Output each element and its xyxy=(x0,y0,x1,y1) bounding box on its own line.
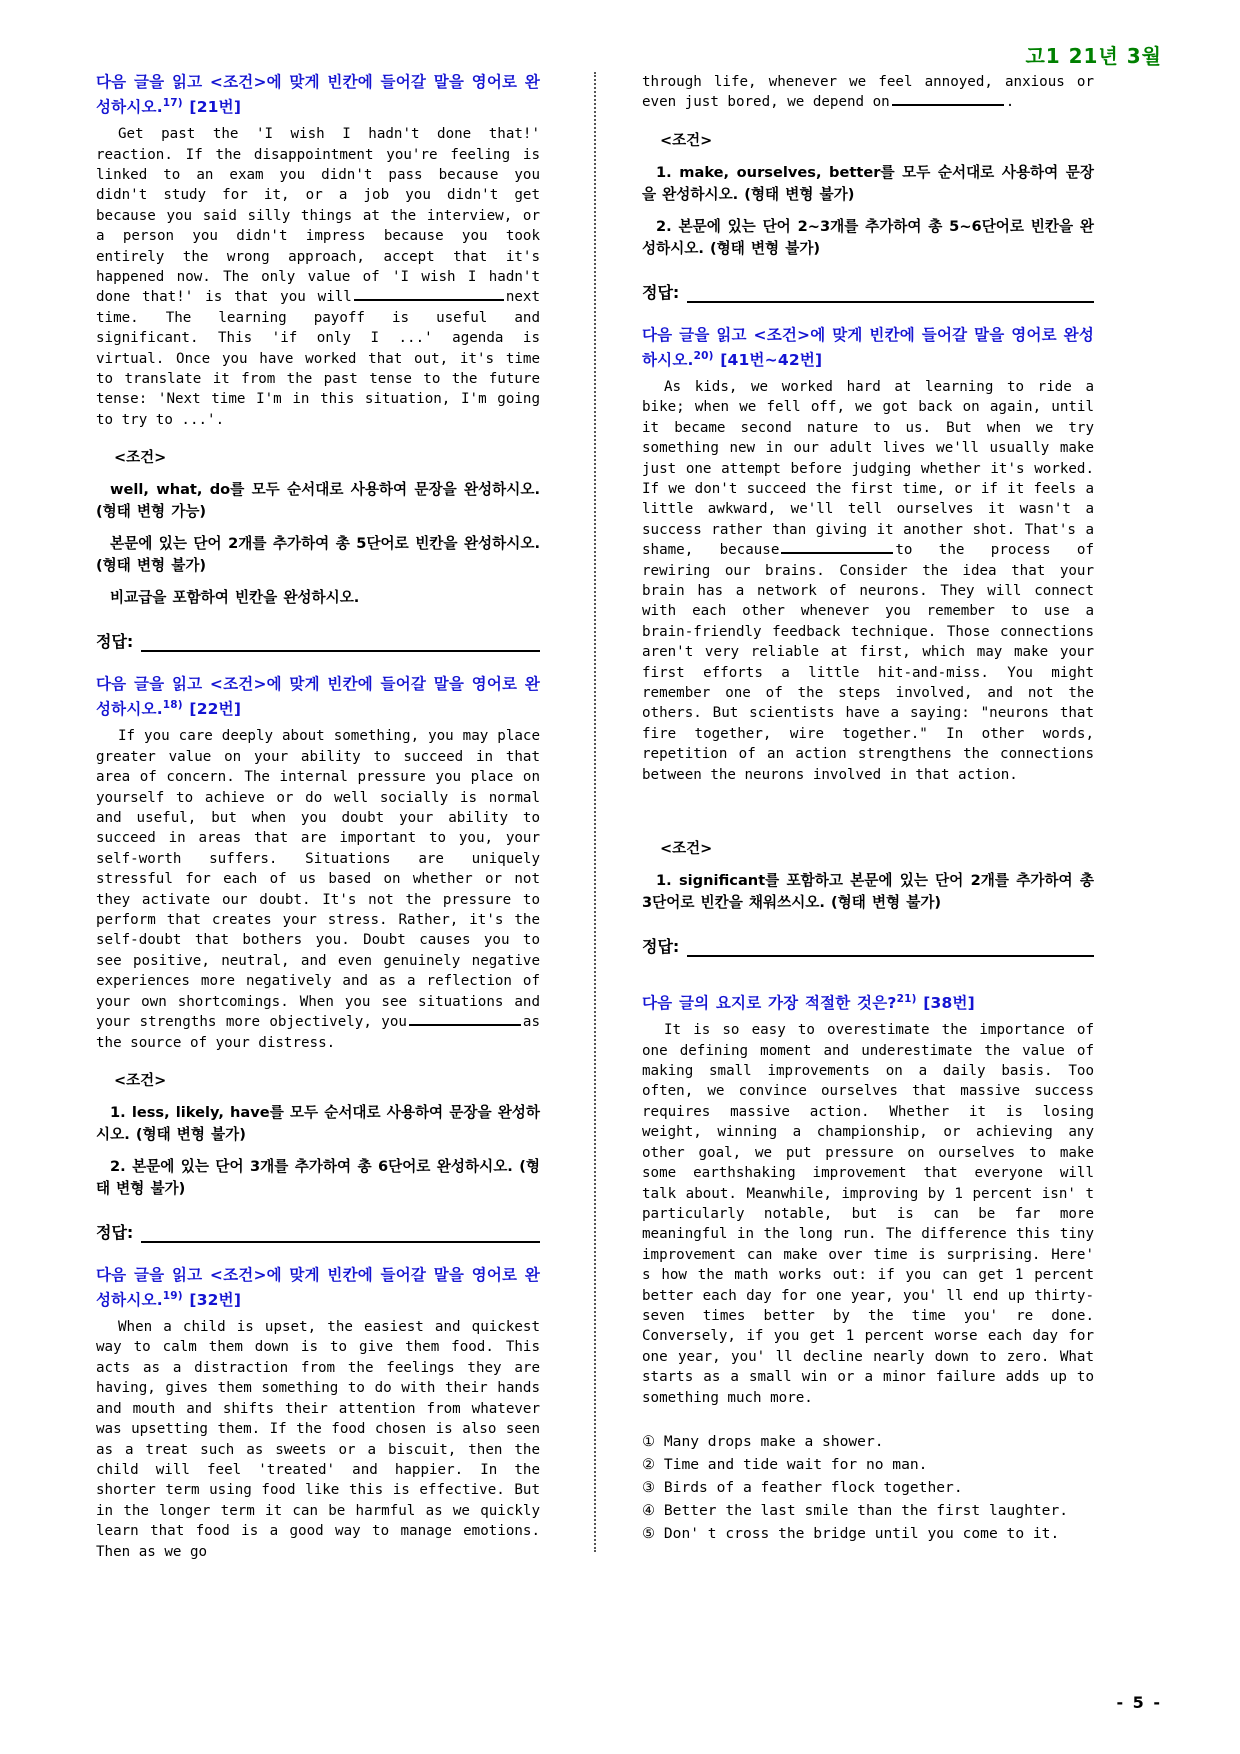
condition-17-2: 본문에 있는 단어 2개를 추가하여 총 5단어로 빈칸을 완성하시오. (형태 변형 불가) xyxy=(96,535,540,575)
answer-row-19 xyxy=(642,280,1094,303)
spacer xyxy=(642,801,1094,821)
column-divider xyxy=(594,72,596,1552)
passage-19-continued xyxy=(642,72,1094,113)
answer-row-18 xyxy=(96,1220,540,1243)
answer-write-line[interactable] xyxy=(687,944,1094,957)
two-column-body xyxy=(96,72,1144,1632)
question-heading-17 xyxy=(96,72,540,118)
question-heading-21 xyxy=(642,989,1094,1014)
spacer xyxy=(642,979,1094,989)
condition-label-17: <조건> xyxy=(114,450,167,467)
answer-blank xyxy=(354,288,504,301)
choice-option[interactable]: ② Time and tide wait for no man. xyxy=(642,1455,928,1473)
condition-19-1: 1. make, ourselves, better를 모두 순서대로 사용하여 문장을 완성하시오. (형태 변형 불가) xyxy=(642,163,1094,203)
q21-heading-text: 다음 글의 요지로 가장 적절한 것은? xyxy=(642,994,897,1013)
passage-20-part2: to the process of rewiring our brains. Consider the idea that your brain has a network of neurons. They will connect with each other whenever you remember to use a brain-friendly feedback technique. Those connections aren't very reliable at first, which may make your first efforts a little hit-and-miss. You might remember one of the steps involved, and not the others. But scientists have a saying: "neurons that fire together, wire together." In other words, repetition of an action strengthens the connections between the neurons involved in that action. xyxy=(642,542,1094,783)
condition-label-18: <조건> xyxy=(114,1072,167,1089)
answer-blank xyxy=(409,1013,521,1026)
q19-qnum: [32번] xyxy=(189,1291,242,1310)
q21-qnum: [38번] xyxy=(923,994,975,1013)
passage-19: When a child is upset, the easiest and quickest way to calm them down is to give them food. This acts as a distraction from the feelings they are having, gives them something to do with their hands and mouth and shifts their attention from whatever was upsetting them. If the food chosen is also seen as a treat such as sweets or a biscuit, then the child will feel 'treated' and happier. In the shorter term using food like this is effective. But in the longer term it can be harmful as we quickly learn that food is a good way to manage emotions. Then as we go xyxy=(96,1319,540,1560)
q18-heading-text: 다음 글을 읽고 <조건>에 맞게 빈칸에 들어갈 말을 영어로 완성하시오. xyxy=(96,675,540,719)
q17-footnote: 17) xyxy=(162,97,183,109)
q19-heading-text: 다음 글을 읽고 <조건>에 맞게 빈칸에 들어갈 말을 영어로 완성하시오. xyxy=(96,1265,540,1310)
q19-footnote: 19) xyxy=(162,1289,183,1302)
condition-17-3: 비교급을 포함하여 빈칸을 완성하시오. xyxy=(110,589,360,607)
passage-19-cont-part1: through life, whenever we feel annoyed, anxious or even just bored, we depend on xyxy=(642,74,1094,111)
passage-17-part2: next time. The learning payoff is useful and significant. This 'if only I ...' agenda is virtual. Once you have worked that out, it's time to translate it from the past tense to the future tense: 'Next time I'm in this situation, I'm going to try to ...'. xyxy=(96,289,540,428)
page-header-exam-label: 고1 21년 3월 xyxy=(1025,44,1162,68)
condition-19-2: 2. 본문에 있는 단어 2~3개를 추가하여 총 5~6단어로 빈칸을 완성하시오. (형태 변형 불가) xyxy=(642,217,1094,257)
q20-heading-text: 다음 글을 읽고 <조건>에 맞게 빈칸에 들어갈 말을 영어로 완성하시오. xyxy=(642,325,1094,369)
passage-17 xyxy=(96,124,540,430)
answer-blank xyxy=(892,93,1004,106)
passage-18-part1: If you care deeply about something, you may place greater value on your ability to succeed in that area of concern. The internal pressure you place on yourself to achieve or do well socially is normal and useful, but when you doubt your ability to succeed in areas that are important to you, your self-worth suffers. Situations are uniquely stressful for each of us based on whether or not they activate our doubt. It's not the pressure to perform that creates your stress. Rather, it's the self-doubt that bothers you. Doubt causes you to see positive, neutral, and even genuinely negative experiences more negatively and as a reflection of your own shortcomings. When you see situations and your strengths more objectively, you xyxy=(96,728,540,1031)
q17-heading-text: 다음 글을 읽고 <조건>에 맞게 빈칸에 들어갈 말을 영어로 완성하시오. xyxy=(96,73,540,117)
condition-17-1: well, what, do를 모두 순서대로 사용하여 문장을 완성하시오. (형태 변형 가능) xyxy=(96,481,540,521)
condition-20-1: 1. significant를 포함하고 본문에 있는 단어 2개를 추가하여 총 3단어로 빈칸을 채워쓰시오. (형태 변형 불가) xyxy=(642,872,1094,912)
answer-row-20 xyxy=(642,934,1094,957)
condition-label-19: <조건> xyxy=(660,132,713,149)
q20-qnum: [41번~42번] xyxy=(720,350,823,369)
passage-18 xyxy=(96,726,540,1053)
answer-label-18: 정답: xyxy=(96,1222,134,1242)
q18-footnote: 18) xyxy=(162,699,183,712)
question-heading-18 xyxy=(96,674,540,720)
answer-label-19: 정답: xyxy=(642,282,680,302)
page-number: - 5 - xyxy=(1116,1693,1162,1712)
answer-row-17 xyxy=(96,629,540,652)
answer-label-20: 정답: xyxy=(642,937,680,957)
condition-label-20: <조건> xyxy=(660,841,713,858)
passage-21: It is so easy to overestimate the importance of one defining moment and underestimate the value of making small improvements on a daily basis. Too often, we convince ourselves that massive success requires massive action. Whether it is losing weight, winning a championship, or achieving any other goal, we put pressure on ourselves to make some earthshaking improvement that everyone will talk about. Meanwhile, improving by 1 percent isn' t particularly notable, but is can be far more meaningful in the long run. The difference this tiny improvement can make over time is surprising. Here' s how the math works out: if you can get 1 percent better each day for one year, you' ll end up thirty-seven times better by the time you' re done. Conversely, if you get 1 percent worse each day for one year, you' ll decline nearly down to zero. What starts as a small win or a minor failure adds up to something much more. xyxy=(642,1022,1094,1406)
question-heading-19 xyxy=(96,1265,540,1311)
passage-20-part1: As kids, we worked hard at learning to ride a bike; when we fell off, we got back on again, until it became second nature to us. But when we try something new in our adult lives we'll usually make just one attempt before judging whether it's worked. If we don't succeed the first time, or if it feels a little awkward, we'll tell ourselves it wasn't a success rather than giving it another shot. That's a shame, because xyxy=(642,378,1094,559)
answer-write-line[interactable] xyxy=(141,1230,540,1243)
answer-write-line[interactable] xyxy=(141,639,540,652)
passage-17-part1: Get past the 'I wish I hadn't done that!' reaction. If the disappointment you're feeling is linked to an exam you didn't pass because you didn't study for it, or a job you didn't get because you said silly things at the interview, or a person you didn't impress because you took entirely the wrong approach, accept that it's happened now. The only value of 'I wish I hadn't done that!' is that you will xyxy=(96,126,540,306)
question-heading-20 xyxy=(642,325,1094,371)
passage-18-part2: as the source of your distress. xyxy=(96,1014,540,1051)
passage-20 xyxy=(642,377,1094,785)
answer-label-17: 정답: xyxy=(96,632,134,652)
left-column xyxy=(96,72,548,1578)
choice-option[interactable]: ① Many drops make a shower. xyxy=(642,1432,884,1450)
q17-qnum: [21번] xyxy=(189,98,242,117)
condition-18-2: 2. 본문에 있는 단어 3개를 추가하여 총 6단어로 완성하시오. (형태 변형 불가) xyxy=(96,1157,540,1197)
q18-qnum: [22번] xyxy=(189,700,242,719)
answer-choices-21 xyxy=(642,1430,1094,1545)
passage-19-cont-part2: . xyxy=(1005,94,1015,111)
answer-blank xyxy=(781,541,893,554)
q20-footnote: 20) xyxy=(693,349,714,362)
condition-18-1: 1. less, likely, have를 모두 순서대로 사용하여 문장을 완성하시오. (형태 변형 불가) xyxy=(96,1103,540,1143)
answer-write-line[interactable] xyxy=(687,290,1094,303)
choice-option[interactable]: ④ Better the last smile than the first laughter. xyxy=(642,1501,1069,1519)
choice-option[interactable]: ⑤ Don' t cross the bridge until you come to it. xyxy=(642,1524,1060,1542)
choice-option[interactable]: ③ Birds of a feather flock together. xyxy=(642,1478,963,1496)
right-column xyxy=(642,72,1094,1545)
q21-footnote: 21) xyxy=(896,993,917,1006)
